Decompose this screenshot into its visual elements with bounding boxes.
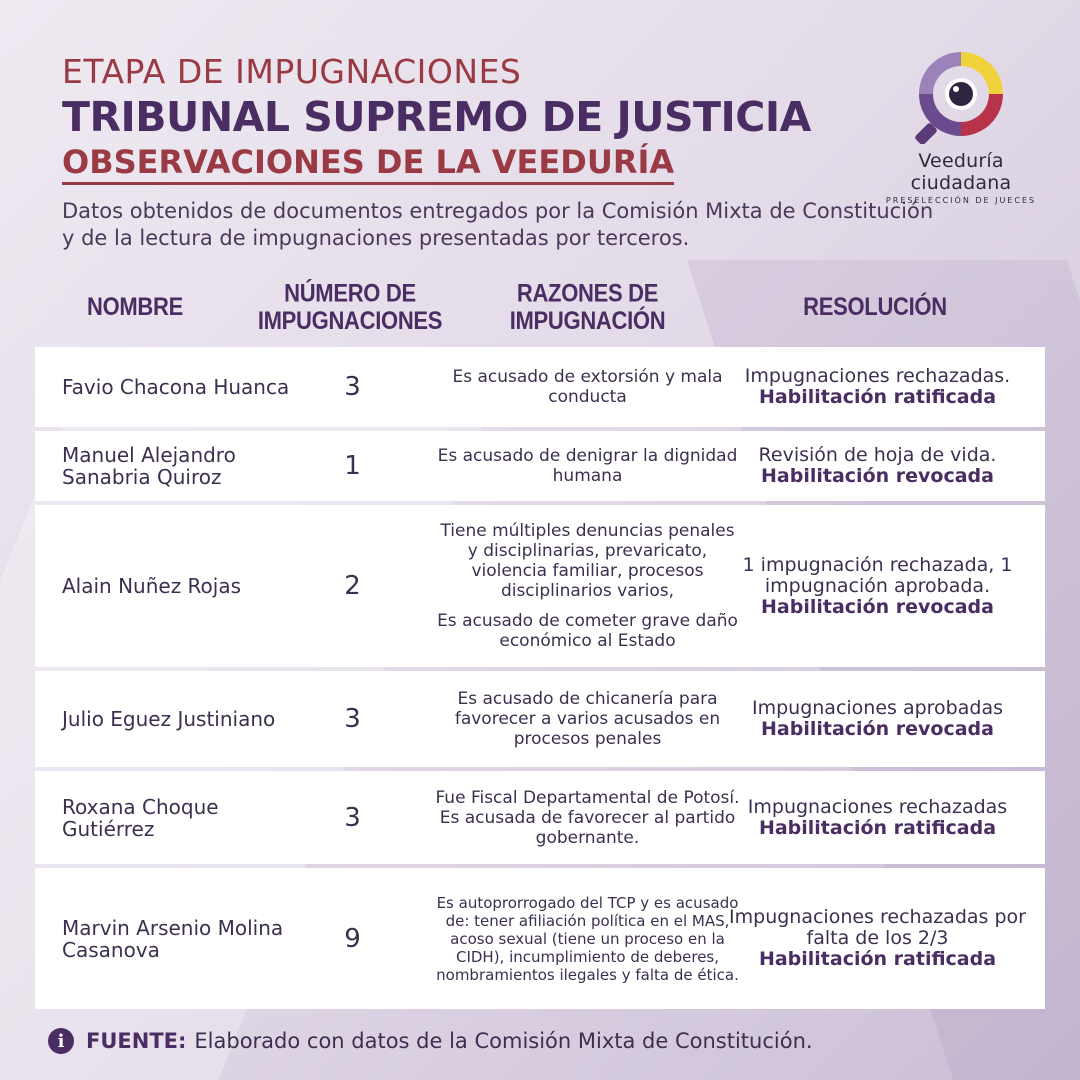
table-row [35, 771, 1045, 864]
reason-text: Es acusado de denigrar la dignidad humana [437, 446, 738, 486]
row-name: Roxana Choque Gutiérrez [62, 794, 219, 841]
row-resolution [725, 868, 1030, 1009]
column-header-name: NOMBRE [87, 292, 183, 321]
veeduria-logo-icon [911, 44, 1011, 144]
resolution-status: Habilitación revocada [761, 595, 994, 618]
resolution-status: Habilitación ratificada [758, 816, 997, 839]
row-name: Manuel Alejandro Sanabria Quiroz [62, 443, 236, 489]
resolution-text: Impugnaciones rechazadas [747, 795, 1008, 818]
row-reasons [435, 431, 740, 501]
resolution-status: Habilitación revocada [761, 465, 994, 487]
table-row [35, 671, 1045, 767]
row-count: 3 [344, 802, 361, 833]
table-header [35, 272, 1045, 342]
header [62, 52, 922, 185]
table-row [35, 431, 1045, 501]
row-reasons [435, 505, 740, 667]
row-resolution [725, 671, 1030, 767]
row-reasons [435, 771, 740, 864]
reason-text: Es autoprorrogado del TCP y es acusado de: tener afiliación política en el MAS, acoso sexual (tiene un proceso en la CIDH), incumplimiento de deberes, nombramientos ilegales y falta de ética. [436, 893, 739, 984]
footer [48, 1028, 1028, 1054]
resolution-text: Revisión de hoja de vida. [758, 444, 997, 466]
row-name: Julio Eguez Justiniano [62, 707, 276, 731]
row-count: 3 [344, 704, 361, 734]
resolution-status: Habilitación revocada [761, 718, 994, 740]
logo [866, 44, 1056, 205]
logo-name: Veeduría ciudadana [910, 150, 1012, 194]
reason-text: Es acusado de chicanería para favorecer a varios acusados en procesos penales [454, 689, 721, 749]
stage-label: ETAPA DE IMPUGNACIONES [62, 52, 522, 91]
page-title: TRIBUNAL SUPREMO DE JUSTICIA [62, 93, 811, 141]
row-name: Alain Nuñez Rojas [62, 574, 242, 598]
footer-text: Elaborado con datos de la Comisión Mixta de Constitución. [194, 1029, 813, 1053]
row-reasons [435, 868, 740, 1009]
description: Datos obtenidos de documentos entregados por la Comisión Mixta de Constitución y de la lectura de impugnaciones presentadas por terceros. [62, 199, 934, 250]
row-resolution [725, 505, 1030, 667]
row-count: 9 [344, 923, 361, 954]
column-header-resolution: RESOLUCIÓN [803, 292, 947, 321]
row-name: Favio Chacona Huanca [62, 375, 290, 399]
column-header-count: NÚMERO DE IMPUGNACIONES [257, 278, 443, 335]
resolution-text: Impugnaciones rechazadas. [744, 365, 1011, 387]
resolution-text: Impugnaciones aprobadas [751, 697, 1003, 719]
reason-text: Fue Fiscal Departamental de Potosí. Es acusada de favorecer al partido gobernante. [435, 787, 740, 848]
table-row [35, 868, 1045, 1009]
row-name: Marvin Arsenio Molina Casanova [62, 915, 284, 962]
table-row [35, 347, 1045, 427]
reason-text: Es acusado de cometer grave daño económico al Estado [437, 611, 738, 651]
reason-text: Es acusado de extorsión y mala conducta [452, 367, 723, 407]
resolution-status: Habilitación ratificada [758, 386, 997, 408]
row-resolution [725, 347, 1030, 427]
row-resolution [725, 771, 1030, 864]
resolution-text: Impugnaciones rechazadas por falta de los 2/3 [729, 906, 1026, 949]
page-subtitle: OBSERVACIONES DE LA VEEDURÍA [62, 142, 674, 185]
row-count: 3 [344, 372, 361, 402]
row-count: 1 [344, 451, 361, 481]
resolution-status: Habilitación ratificada [758, 948, 997, 970]
resolution-text: 1 impugnación rechazada, 1 impugnación aprobada. [742, 553, 1013, 597]
row-reasons [435, 347, 740, 427]
info-icon: i [48, 1028, 74, 1054]
row-count: 2 [344, 571, 361, 601]
row-reasons [435, 671, 740, 767]
reason-text: Tiene múltiples denuncias penales y disciplinarias, prevaricato, violencia familiar, procesos disciplinarios varios, [440, 521, 735, 601]
row-resolution [725, 431, 1030, 501]
logo-tagline: PRESELECCIÓN DE JUECES [885, 196, 1037, 205]
table-row [35, 505, 1045, 667]
column-header-reasons: RAZONES DE IMPUGNACIÓN [509, 278, 666, 335]
footer-label: FUENTE: [86, 1029, 187, 1053]
